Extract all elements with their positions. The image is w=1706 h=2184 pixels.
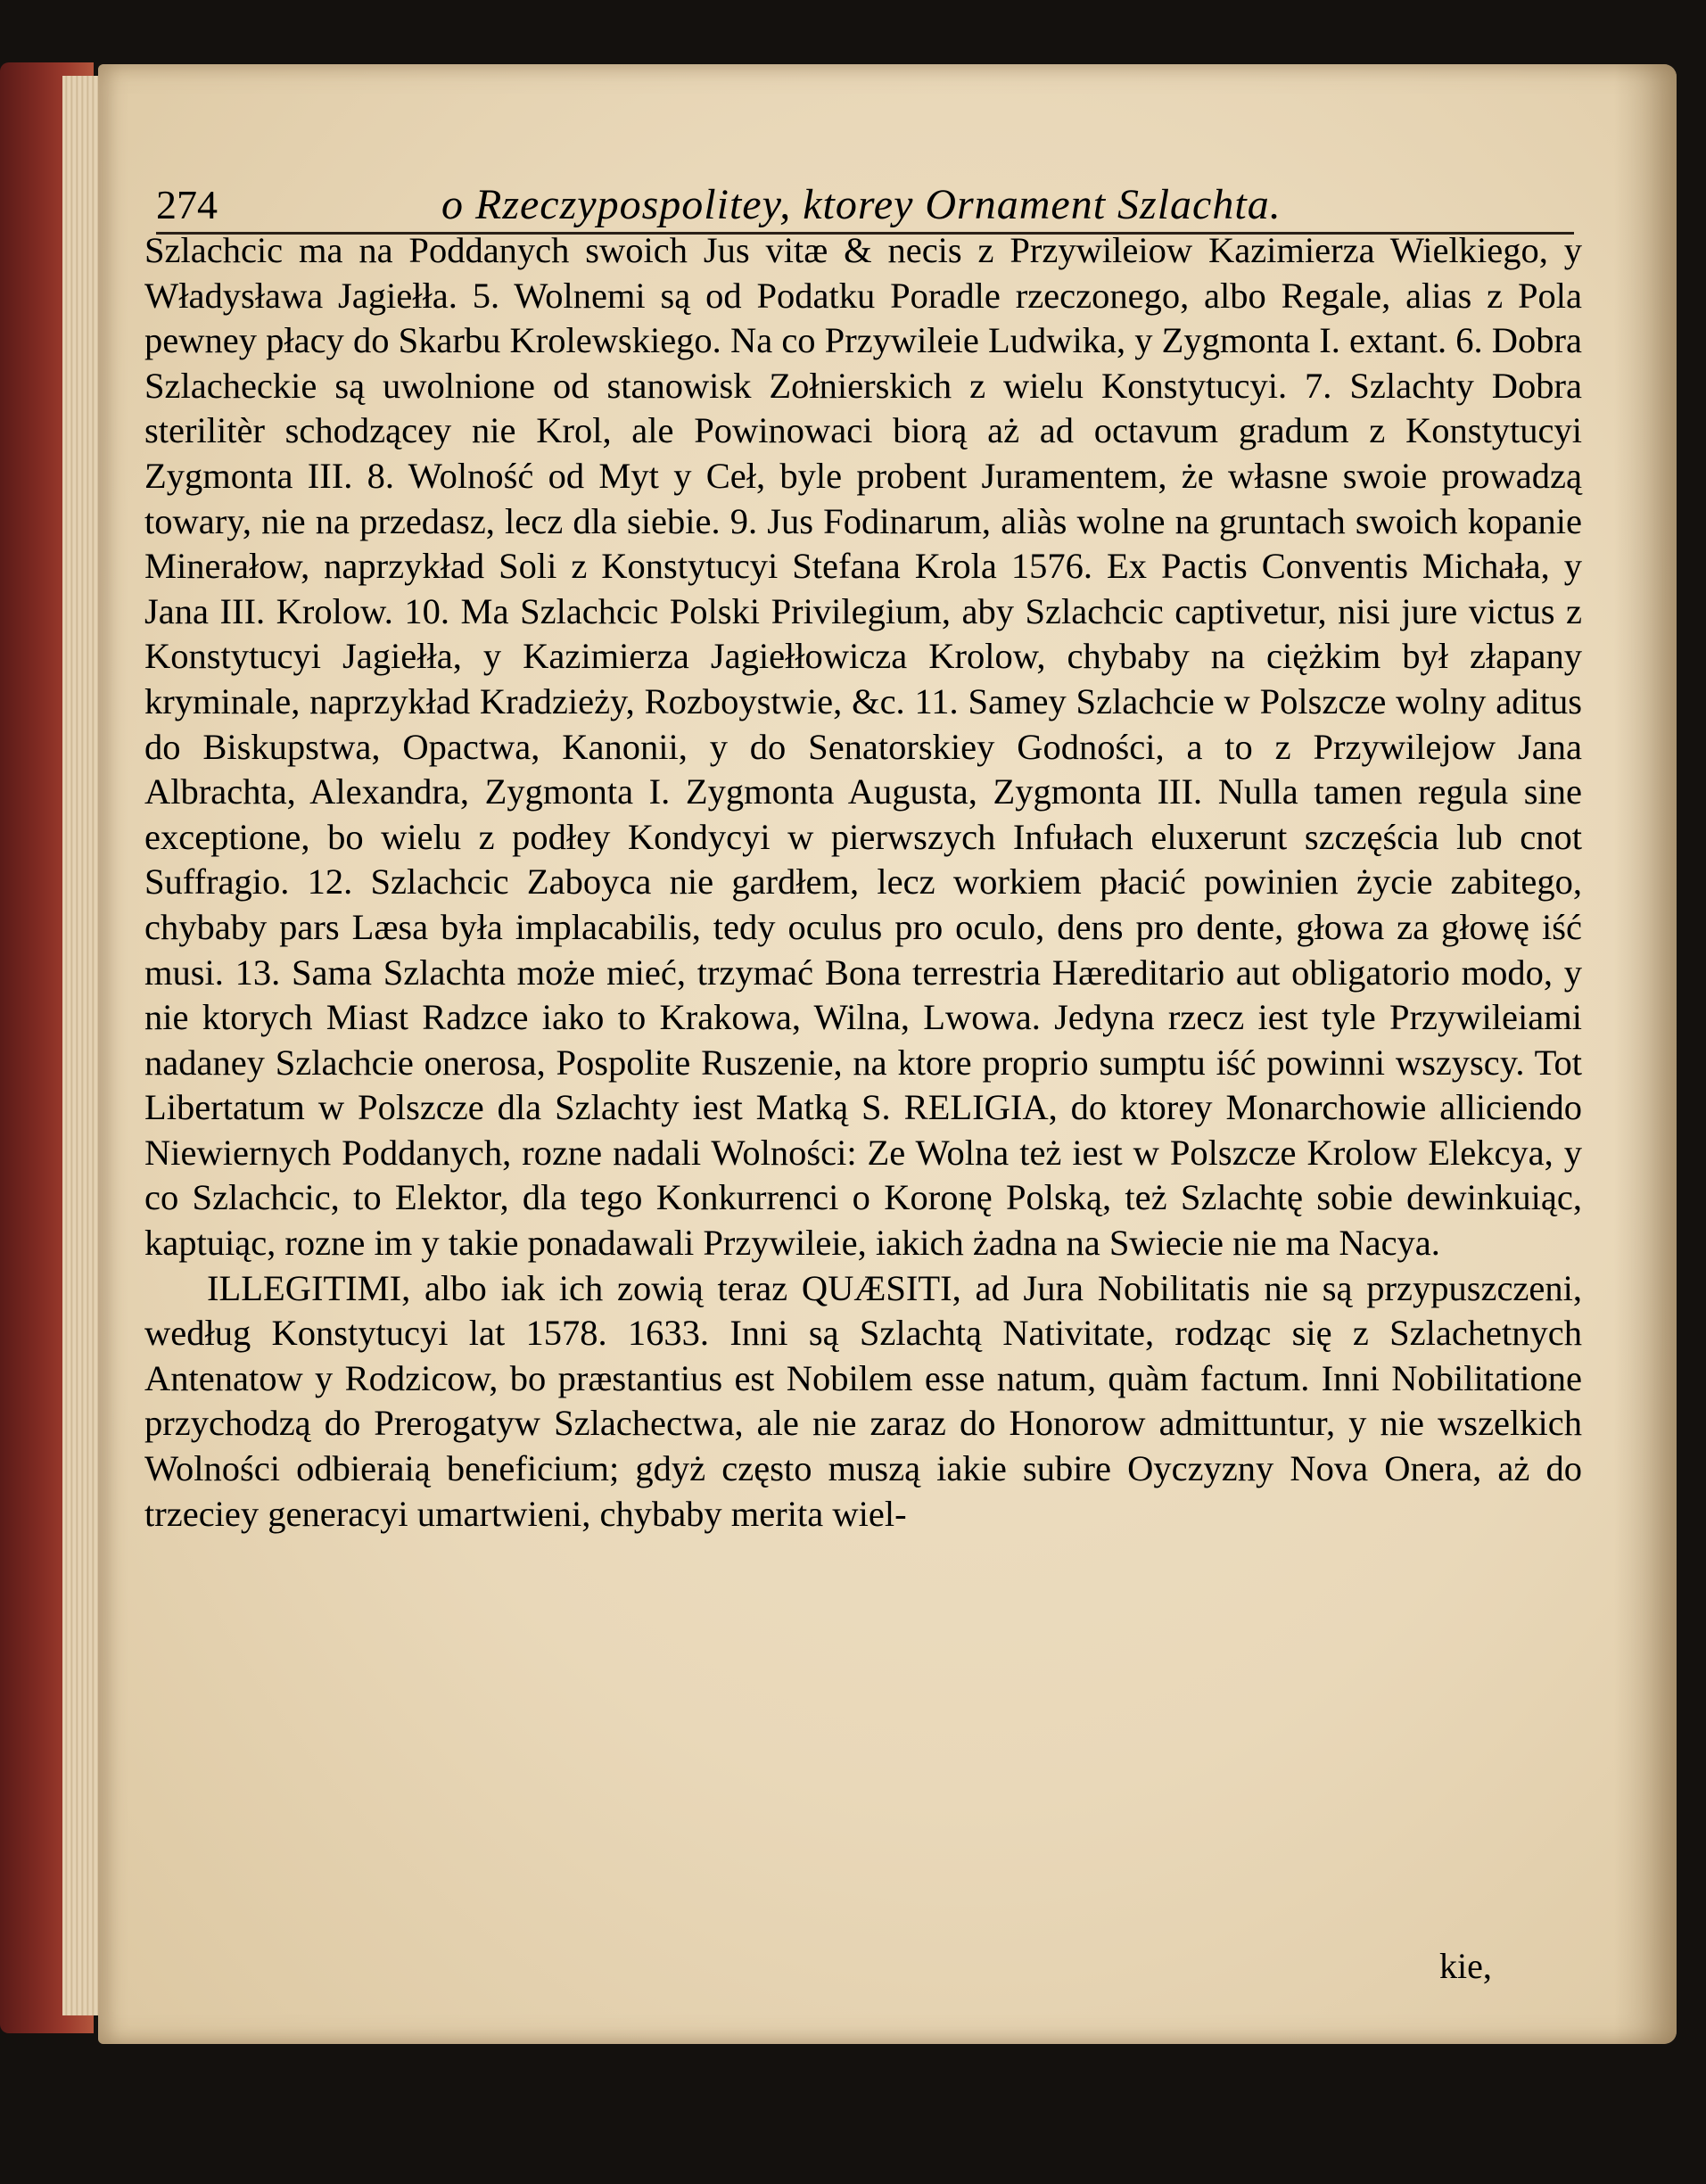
catchword: kie, bbox=[1439, 1946, 1492, 1986]
paragraph-rights: Szlachcic ma na Poddanych swoich Jus vitæ & necis z Przywileiow Kazimierza Wielkiego, y Władysława Jagiełła. 5. Wolnemi są od Podatku Poradle rzeczonego, albo Regale, alias z Pola pewney płacy do Skarbu Krolewskiego. Na co Przywileie Ludwika, y Zygmonta I. extant. 6. Dobra Szlacheckie są uwolnione od stanowisk Zołnierskich z wielu Konstytucyi. 7. Szlachty Dobra sterilitèr schodzącey nie Krol, ale Powinowaci biorą aż ad octavum gradum z Konstytucyi Zygmonta III. 8. Wolność od Myt y Ceł, byle probent Juramentem, że własne swoie prowadzą towary, nie na przedasz, lecz dla siebie. 9. Jus Fodinarum, aliàs wolne na gruntach swoich kopanie Minerałow, naprzykład Soli z Konstytucyi Stefana Krola 1576. Ex Pactis Conventis Michała, y Jana III. Krolow. 10. Ma Szlachcic Polski Privilegium, aby Szlachcic captivetur, nisi jure victus z Konstytucyi Jagiełła, y Kazimierza Jagiełłowicza Krolow, chybaby na ciężkim był złapany kryminale, naprzykład Kradzieży, Rozboystwie, &c. 11. Samey Szlachcie w Polszcze wolny aditus do Biskupstwa, Opactwa, Kanonii, y do Senatorskiey Godności, a to z Przywilejow Jana Albrachta, Alexandra, Zygmonta I. Zygmonta Augusta, Zygmonta III. Nulla tamen regula sine exceptione, bo wielu z podłey Kondycyi w pierwszych Infułach eluxerunt szczęścia lub cnot Suffragio. 12. Szlachcic Zaboyca nie gardłem, lecz workiem płacić powinien życie zabitego, chybaby pars Læsa była implacabilis, tedy oculus pro oculo, dens pro dente, głowa za głowę iść musi. 13. Sama Szlachta może mieć, trzymać Bona terrestria Hæreditario aut obligatorio modo, y nie ktorych Miast Radzce iako to Krakowa, Wilna, Lwowa. Jedyna rzecz iest tyle Przywileiami nadaney Szlachcie onerosa, Pospolite Ruszenie, na ktore proprio sumptu iść powinni wszyscy. Tot Libertatum w Polszcze dla Szlachty iest Matką S. RELIGIA, do ktorey Monarchowie alliciendo Niewiernych Poddanych, rozne nadali Wolności: Ze Wolna też iest w Polszcze Krolow Elekcya, y co Szlachcic, to Elektor, dla tego Konkurrenci o Koronę Polską, też Szlachtę sobie dewinkuiąc, kaptuiąc, rozne im y takie ponadawali Przywileie, iakich żadna na Swiecie nie ma Nacya. bbox=[144, 230, 1582, 1264]
paragraph-illegitimi: ILLEGITIMI, albo iak ich zowią teraz QUÆSITI, ad Jura Nobilitatis nie są przypuszczeni, według Konstytucyi lat 1578. 1633. Inni są Szlachtą Nativitate, rodząc się z Szlachetnych Antenatow y Rodzicow, bo præstantius est Nobilem esse natum, quàm factum. Inni Nobilitatione przychodzą do Prerogatyw Szlachectwa, ale nie zaraz do Honorow admittuntur, y nie wszelkich Wolności odbieraią beneficium; gdyż często muszą iakie subire Oyczyzny Nova Onera, aż do trzeciey generacyi umartwieni, chybaby merita wiel- bbox=[144, 1267, 1582, 1534]
running-title: o Rzeczypospolitey, ktorey Ornament Szlachta. bbox=[441, 181, 1282, 228]
page-gutter bbox=[1614, 64, 1677, 2044]
page-header bbox=[156, 178, 1574, 235]
page-body bbox=[144, 228, 1582, 1537]
page-number: 274 bbox=[156, 182, 218, 227]
